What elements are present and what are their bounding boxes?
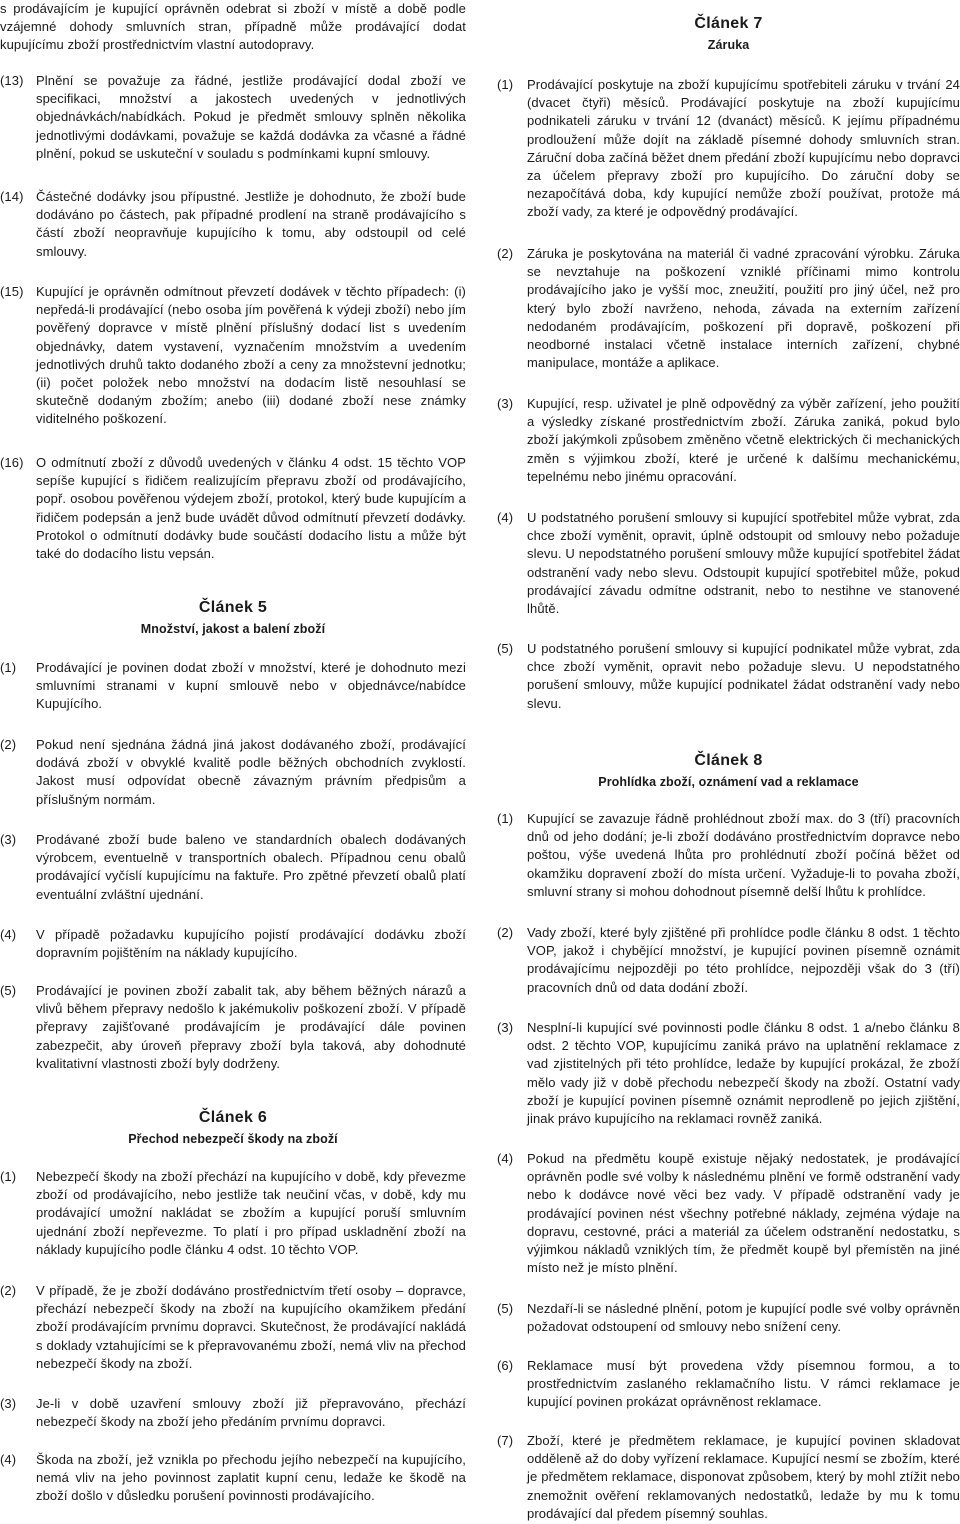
article-8-clause-7 (497, 1432, 960, 1523)
clause-number: (4) (0, 927, 17, 942)
clause-text: Vady zboží, které byly zjištěné při prohlídce podle článku 8 odst. 1 těchto VOP, jakož i chybějící množství, je kupující povinen písemně oznámit prodávajícímu nejpozději po této prohlídce, nejpozději však do 3 (tří) pracovních dnů od data dodání zboží. (527, 925, 960, 995)
clause-number: (14) (0, 189, 24, 204)
clause-number: (15) (0, 284, 24, 299)
clause-text: U podstatného porušení smlouvy si kupující podnikatel může vybrat, zda chce zboží vyměnit, opravit nebo požaduje slevu. U nepodstatného porušení smlouvy, může kupující podnikatel žádat odstranění vady nebo slevu. (527, 641, 960, 711)
article-6-clause-2 (0, 1282, 466, 1373)
clause-number: (7) (497, 1433, 514, 1448)
clause-number: (16) (0, 455, 24, 470)
article-subtitle: Záruka (707, 38, 750, 52)
clause-number: (1) (0, 660, 17, 675)
article-7-clause-4 (497, 509, 960, 618)
clause-text: Kupující, resp. uživatel je plně odpovědný za výběr zařízení, jeho použití a výsledky získané prostřednictvím zboží. Záruka zaniká, pokud bylo zboží jakýmkoli způsobem změněno včetně elektrických či mechanických změn s výjimkou zboží, které je určené k dalšímu mechanickému, tepelnému nebo jinému opracování. (527, 396, 960, 484)
article-5-clause-2 (0, 736, 466, 809)
clause-number: (3) (0, 1396, 17, 1411)
clause-text: Pokud na předmětu koupě existuje nějaký nedostatek, je prodávající oprávněn podle své volby k následnému plnění ve formě odstranění vady nebo k dodávce nové věci bez vady. V případě odstranění vady je prodávající povinen nést všechny potřebné náklady, zejména výdaje na dopravu, cestovné, práci a materiál za účelem odstranění nedostatku, s výjimkou nákladů vzniklých tím, že předmět koupě byl přemístěn na jiné místo než je místo plnění. (527, 1151, 960, 1276)
article-5-clause-5 (0, 982, 466, 1073)
article-7-clause-3 (497, 395, 960, 486)
clause-text: Kupující se zavazuje řádně prohlédnout zboží max. do 3 (tří) pracovních dnů od jeho dodání; je-li zboží dodáváno prostřednictvím dopravce nebo poštou, výše uvedená lhůta pro prohlédnutí zboží počíná běžet od okamžiku dopravení zboží do místa určení. Vyžaduje-li to povaha zboží, smluvní strany si mohou dohodnout písemně delší lhůtu k prohlídce. (527, 811, 960, 899)
article-5-clause-1 (0, 659, 466, 714)
clause-text: Částečné dodávky jsou přípustné. Jestliže je dohodnuto, že zboží bude dodáváno po částech, pak případné prodlení na straně prodávajícího s částí zboží neopravňuje kupujícího k tomu, aby odstoupil od celé smlouvy. (36, 189, 466, 259)
article-6-clause-4 (0, 1451, 466, 1506)
clause-text: Nebezpečí škody na zboží přechází na kupujícího v době, kdy převezme zboží od prodávajícího, nebo jestliže tak neučiní včas, v době, kdy mu prodávající umožní nakládat se zbožím a kupující poruší smluvním ujednání zboží nepřevezme. To platí i pro případ uskladnění zboží na náklady kupujícího podle článku 4 odst. 10 těchto VOP. (36, 1169, 466, 1257)
article-title: Článek 6 (198, 1109, 268, 1126)
clause-number: (3) (497, 396, 514, 411)
article-8-clause-3 (497, 1019, 960, 1128)
article-title: Článek 8 (694, 752, 763, 769)
clause-number: (3) (0, 832, 17, 847)
clause-number: (2) (497, 925, 514, 940)
clause-text: Záruka je poskytována na materiál či vadné zpracování výrobku. Záruka se nevztahuje na poškození vzniklé příčinami mimo kontrolu prodávajícího jako je vyšší moc, zneužití, použití pro jiný účel, než pro který bylo zboží navrženo, nehoda, závada na externím zařízení nedodaném prodávajícím, poškození při dopravě, poškození při neodborné instalaci včetně instalace interních zařízení, chybné manipulace, montáže a aplikace. (527, 246, 960, 371)
article-subtitle: Množství, jakost a balení zboží (140, 622, 326, 636)
article-8-clause-6 (497, 1357, 960, 1412)
intro-paragraph: s prodávajícím je kupující oprávněn odebrat si zboží v místě a době podle vzájemné dohody smluvních stran, případně může prodávající dodat kupujícímu zboží prostřednictvím vlastní autodopravy. (0, 1, 466, 53)
clause-text: Prodávající poskytuje na zboží kupujícímu spotřebiteli záruku v trvání 24 (dvacet čtyři) měsíců. Prodávající poskytuje na zboží kupujícímu podnikateli záruku v trvání 12 (dvanáct) měsíců. K jejímu případnému prodloužení může dojít na základě písemné dohody smluvních stran. Záruční doba začíná běžet dnem předání zboží kupujícímu nebo dopravci za účelem přepravy zboží pro kupujícího. Do záruční doby se nezapočítává doba, kdy kupující nemůže zboží používat, protože má zboží vady, za které je odpovědný prodávající. (527, 77, 960, 220)
article-8-clause-4 (497, 1150, 960, 1277)
article-title: Článek 7 (694, 15, 763, 32)
clause-number: (5) (497, 1301, 514, 1316)
clause-text: Je-li v době uzavření smlouvy zboží již přepravováno, přechází nebezpečí škody na zboží jeho předáním prvnímu dopravci. (36, 1396, 466, 1430)
clause-number: (1) (497, 811, 514, 826)
clause-text: Plnění se považuje za řádné, jestliže prodávající dodal zboží ve specifikaci, množství a jakostech uvedených v jednotlivých objednávkách/nabídkách. Pokud je předmět smlouvy splněn několika jednotlivými dodávkami, považuje se každá dodávka za včasné a řádné plnění, pokud se uskuteční v souladu s podmínkami kupní smlouvy. (36, 73, 466, 161)
clause-14 (0, 188, 466, 261)
article-6-clause-1 (0, 1168, 466, 1259)
clause-number: (4) (497, 510, 514, 525)
article-8-clause-2 (497, 924, 960, 997)
clause-number: (2) (0, 737, 17, 752)
article-5-heading (0, 598, 466, 638)
clause-text: V případě, že je zboží dodáváno prostřednictvím třetí osoby – dopravce, přechází nebezpečí škody na zboží na kupujícího okamžikem předání zboží prodávajícím prvnímu dopravci. Skutečnost, že prodávající nakládá s doklady vztahujícími se k přepravovanému zboží, nemá vliv na přechod nebezpečí škody na zboží. (36, 1283, 466, 1371)
clause-number: (6) (497, 1358, 514, 1373)
clause-text: Kupující je oprávněn odmítnout převzetí dodávek v těchto případech: (i) nepředá-li prodávající (nebo osoba jím pověřená k výdeji zboží) nebo jím pověřený dopravce v místě plnění příslušný dodací list s uvedením objednávky, datem vystavení, vyznačením množstvím a uvedením jednotlivých druhů takto dodaného zboží a ceny za množstevní jednotku; (ii) počet položek nebo množství na dodacím listě nesouhlasí se skutečně dodaným zbožím; anebo (iii) dodané zboží nese známky viditelného poškození. (36, 284, 466, 427)
article-7-heading (497, 14, 960, 54)
clause-13 (0, 72, 466, 163)
clause-text: Zboží, které je předmětem reklamace, je kupující povinen skladovat odděleně až do doby vyřízení reklamace. Kupující nesmí se zbožím, které je předmětem reklamace, disponovat způsobem, který by mohl ztížit nebo znemožnit ověření reklamovaných nedostatků, ledaže by mu k tomu prodávající dal předem písemný souhlas. (527, 1433, 960, 1521)
clause-16 (0, 454, 466, 563)
clause-number: (4) (0, 1452, 17, 1467)
clause-text: V případě požadavku kupujícího pojistí prodávající dodávku zboží dopravním pojištěním na náklady kupujícího. (36, 927, 466, 961)
article-6-heading (0, 1108, 466, 1148)
article-8-clause-5 (497, 1300, 960, 1336)
clause-number: (5) (0, 983, 17, 998)
article-title: Článek 5 (198, 599, 268, 616)
clause-number: (4) (497, 1151, 514, 1166)
clause-number: (1) (0, 1169, 17, 1184)
clause-15 (0, 283, 466, 429)
clause-text: Prodávající je povinen dodat zboží v množství, které je dohodnuto mezi smluvními stranami v kupní smlouvě nebo v objednávce/nabídce Kupujícího. (36, 660, 466, 712)
article-5-clause-3 (0, 831, 466, 904)
clause-number: (1) (497, 77, 514, 92)
clause-text: Pokud není sjednána žádná jiná jakost dodávaného zboží, prodávající dodává zboží v obvyklé kvalitě podle běžných obchodních zvyklostí. Jakost musí odpovídat obecně závazným právním předpisům a příslušným normám. (36, 737, 466, 807)
article-subtitle: Prohlídka zboží, oznámení vad a reklamace (598, 775, 859, 789)
article-subtitle: Přechod nebezpečí škody na zboží (128, 1132, 338, 1146)
article-7-clause-1 (497, 76, 960, 222)
article-6-clause-3 (0, 1395, 466, 1431)
clause-text: U podstatného porušení smlouvy si kupující spotřebitel může vybrat, zda chce zboží vyměnit, opravit, úplně odstoupit od smlouvy nebo požaduje slevu. U nepodstatného porušení smlouvy může kupující spotřebitel žádat odstranění vady nebo slevu. Odstoupit kupující spotřebitel může, pokud prodávající závadu odmítne odstranit, nebo to nestihne ve stanovené lhůtě. (527, 510, 960, 617)
clause-number: (2) (0, 1283, 17, 1298)
clause-number: (2) (497, 246, 514, 261)
clause-text: Nezdaří-li se následné plnění, potom je kupující podle své volby oprávněn požadovat odstoupení od smlouvy nebo snížení ceny. (527, 1301, 960, 1335)
article-7-clause-2 (497, 245, 960, 372)
clause-text: Škoda na zboží, jež vznikla po přechodu jejího nebezpečí na kupujícího, nemá vliv na jeho povinnost zaplatit kupní cenu, ledaže ke škodě na zboží došlo v důsledku porušení povinnosti prodávajícího. (36, 1452, 466, 1504)
article-5-clause-4 (0, 926, 466, 962)
article-8-heading (497, 751, 960, 791)
clause-number: (13) (0, 73, 24, 88)
clause-text: Reklamace musí být provedena vždy písemnou formou, a to prostřednictvím zaslaného reklamačního listu. V rámci reklamace je kupující povinen prokázat oprávněnost reklamace. (527, 1358, 960, 1410)
clause-text: Nesplní-li kupující své povinnosti podle článku 8 odst. 1 a/nebo článku 8 odst. 2 těchto VOP, kupujícímu zaniká právo na uplatnění reklamace z vad zjistitelných při této prohlídce, ledaže by kupující prokázal, že zboží mělo vady již v době přechodu nebezpečí škody na zboží. Ostatní vady zboží je kupující povinen písemně oznámit neprodleně po jejich zjištění, jinak právo kupujícího na reklamaci rovněž zaniká. (527, 1020, 960, 1127)
article-7-clause-5 (497, 640, 960, 713)
clause-text: Prodávající je povinen zboží zabalit tak, aby během běžných nárazů a vlivů během přepravy nedošlo k jakémukoliv poškození zboží. V případě přepravy zajišťované prodávajícím je prodávající dále povinen zabezpečit, aby úroveň přepravy zboží byla taková, aby dohodnuté kvalitativní vlastnosti zboží byly dodrženy. (36, 983, 466, 1071)
clause-number: (3) (497, 1020, 514, 1035)
clause-text: Prodávané zboží bude baleno ve standardních obalech dodávaných výrobcem, eventuelně v transportních obalech. Případnou cenu obalů prodávající vyčíslí kupujícímu na faktuře. Pro zpětné převzetí obalů platí eventuální zvláštní ujednání. (36, 832, 466, 902)
clause-number: (5) (497, 641, 514, 656)
clause-text: O odmítnutí zboží z důvodů uvedených v článku 4 odst. 15 těchto VOP sepíše kupující s řidičem realizujícím přepravu zboží od prodávajícího, popř. osobou pověřenou výdejem zboží, protokol, který bude kupujícím a řidičem podepsán a jenž bude uvádět důvod odmítnutí převzetí dodávky. Protokol o odmítnutí dodávky bude součástí dodacího listu a může být také do dodacího listu vepsán. (36, 455, 466, 562)
article-8-clause-1 (497, 810, 960, 901)
